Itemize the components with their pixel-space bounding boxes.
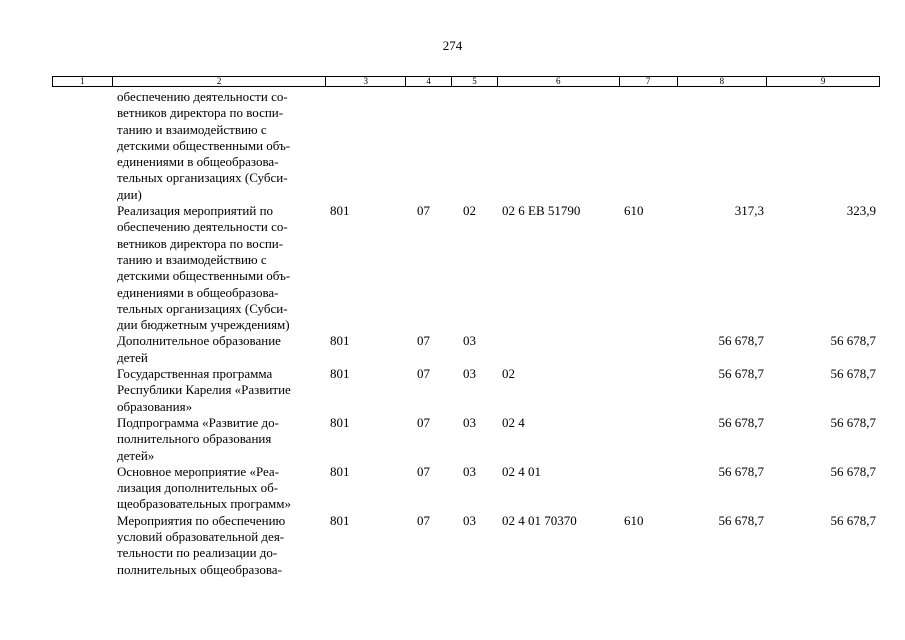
row-col-5 — [452, 89, 498, 203]
row-col-3 — [326, 89, 406, 203]
row-col-3: 801 — [330, 333, 350, 349]
row-col-8: 56 678,7 — [718, 333, 764, 349]
row-name-line: тельных организациях (Субси- — [117, 300, 288, 316]
row-col-9: 56 678,7 — [830, 366, 876, 382]
row-col-8: 56 678,7 — [718, 512, 764, 528]
row-col-7 — [620, 333, 678, 366]
row-name-line: тельности по реализации до- — [117, 545, 278, 561]
row-col-5: 02 — [463, 203, 476, 219]
row-col-9: 56 678,7 — [830, 463, 876, 479]
row-col-3: 801 — [330, 463, 350, 479]
row-name-line: Мероприятия по обеспечению — [117, 512, 286, 528]
row-col-8 — [678, 89, 768, 203]
row-col-4: 07 — [417, 333, 430, 349]
row-name-line: танию и взаимодействию с — [117, 251, 267, 267]
row-name-line: единениями в общеобразова- — [117, 284, 279, 300]
row-name — [52, 513, 326, 578]
row-col-7: 610 — [624, 203, 644, 219]
row-col-5: 03 — [463, 414, 476, 430]
row-name-line: детскими общественными объ- — [117, 268, 291, 284]
row-col-6: 02 — [502, 366, 515, 382]
row-col-4: 07 — [417, 463, 430, 479]
row-name-line: обеспечению деятельности со- — [117, 89, 288, 104]
row-col-6: 02 4 — [502, 414, 525, 430]
row-name-line: полнительного образования — [117, 431, 272, 447]
row-name-line: ветников директора по воспи- — [117, 105, 284, 121]
row-col-3: 801 — [330, 414, 350, 430]
row-name — [52, 203, 326, 333]
table-row — [52, 464, 880, 513]
row-col-7 — [620, 366, 678, 415]
row-name-line: детскими общественными объ- — [117, 137, 291, 153]
row-col-6: 02 4 01 70370 — [502, 512, 577, 528]
table-row — [52, 513, 880, 578]
header-col-8: 8 — [678, 77, 768, 86]
row-col-5: 03 — [463, 366, 476, 382]
row-col-6: 02 6 ЕВ 51790 — [502, 203, 581, 219]
row-name-line: детей — [117, 349, 148, 365]
row-col-3: 801 — [330, 366, 350, 382]
header-col-5: 5 — [452, 77, 498, 86]
row-col-7 — [620, 464, 678, 513]
row-col-9: 323,9 — [846, 203, 876, 219]
row-name — [52, 366, 326, 415]
header-col-7: 7 — [620, 77, 678, 86]
row-col-6 — [498, 333, 620, 366]
row-name-line: Дополнительное образование — [117, 333, 281, 349]
row-col-7: 610 — [624, 512, 644, 528]
row-name-line: Реализация мероприятий по — [117, 203, 274, 219]
row-name-line: дии) — [117, 186, 142, 202]
row-name-line: единениями в общеобразова- — [117, 154, 279, 170]
table-row — [52, 333, 880, 366]
row-col-8: 317,3 — [734, 203, 764, 219]
row-col-6 — [498, 89, 620, 203]
row-col-4: 07 — [417, 512, 430, 528]
header-col-9: 9 — [820, 76, 826, 86]
row-name-line: Основное мероприятие «Реа- — [117, 463, 280, 479]
row-name-line: обеспечению деятельности со- — [117, 219, 288, 235]
row-name-line: Государственная программа — [117, 366, 273, 382]
row-name-line: условий образовательной дея- — [117, 529, 285, 545]
row-col-5: 03 — [463, 333, 476, 349]
row-name-line: образования» — [117, 398, 193, 414]
row-col-9 — [768, 89, 880, 203]
row-name-line: Республики Карелия «Развитие — [117, 382, 291, 398]
row-col-8: 56 678,7 — [718, 366, 764, 382]
table-body — [52, 89, 880, 578]
row-name — [52, 415, 326, 464]
header-col-4: 4 — [406, 77, 452, 86]
row-col-8: 56 678,7 — [718, 463, 764, 479]
row-name — [52, 464, 326, 513]
table-row — [52, 415, 880, 464]
table-row — [52, 203, 880, 333]
row-name — [52, 89, 326, 203]
row-col-5: 03 — [463, 512, 476, 528]
header-col-3: 3 — [326, 77, 406, 86]
table-row — [52, 89, 880, 203]
header-col-2: 2 — [113, 77, 326, 86]
header-col-6: 6 — [498, 77, 620, 86]
row-name-line: Подпрограмма «Развитие до- — [117, 414, 279, 430]
row-col-7 — [620, 415, 678, 464]
row-col-4: 07 — [417, 414, 430, 430]
row-name-line: детей» — [117, 447, 155, 463]
row-col-8: 56 678,7 — [718, 414, 764, 430]
row-col-5: 03 — [463, 463, 476, 479]
row-col-6: 02 4 01 — [502, 463, 541, 479]
row-name-line: лизация дополнительных об- — [117, 480, 279, 496]
row-name-line: ветников директора по воспи- — [117, 235, 284, 251]
header-col-1: 1 — [53, 77, 113, 86]
row-name-line: танию и взаимодействию с — [117, 121, 267, 137]
row-col-9: 56 678,7 — [830, 333, 876, 349]
row-col-4: 07 — [417, 366, 430, 382]
row-name-line: дии бюджетным учреждениям) — [117, 317, 290, 333]
row-col-9: 56 678,7 — [830, 512, 876, 528]
table-header — [52, 76, 880, 87]
row-name-line: полнительных общеобразова- — [117, 561, 282, 577]
row-col-9: 56 678,7 — [830, 414, 876, 430]
row-name — [52, 333, 326, 366]
page-number: 274 — [442, 38, 463, 53]
row-name-line: щеобразовательных программ» — [117, 496, 291, 512]
row-col-4 — [406, 89, 452, 203]
row-col-3: 801 — [330, 203, 350, 219]
row-col-4: 07 — [417, 203, 430, 219]
row-col-3: 801 — [330, 512, 350, 528]
row-name-line: тельных организациях (Субси- — [117, 170, 288, 186]
table-row — [52, 366, 880, 415]
row-col-7 — [620, 89, 678, 203]
